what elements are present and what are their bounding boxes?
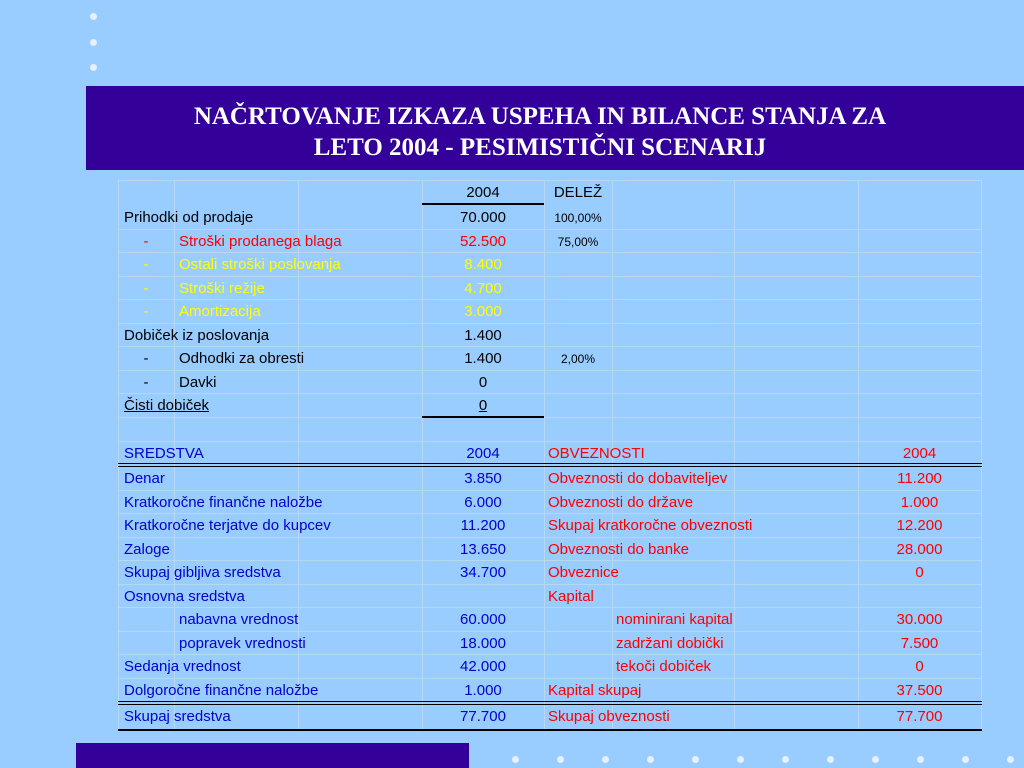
decor-dot: [512, 756, 519, 763]
income-row-dash: -: [143, 280, 149, 297]
decor-dot: [647, 756, 654, 763]
income-row-share: 75,00%: [557, 235, 599, 249]
income-row-dash: -: [143, 256, 149, 273]
total-assets-value: 77.700: [460, 708, 506, 725]
asset-label: popravek vrednosti: [179, 635, 306, 652]
liability-value: 7.500: [900, 635, 939, 652]
decor-dot: [90, 13, 97, 20]
income-row-label: Dobiček iz poslovanja: [124, 327, 270, 344]
decor-dot: [827, 756, 834, 763]
total-liabilities-label: Skupaj obveznosti: [548, 708, 670, 725]
net-profit-label: Čisti dobiček: [124, 397, 210, 414]
income-row-label: Prihodki od prodaje: [124, 209, 254, 226]
total-assets-label: Skupaj sredstva: [124, 708, 231, 725]
liability-label: Kapital skupaj: [548, 682, 642, 699]
liability-label: Obveznosti do banke: [548, 541, 689, 558]
income-header-year: 2004: [466, 184, 500, 201]
decor-dot: [557, 756, 564, 763]
asset-label: Dolgoročne finančne naložbe: [124, 682, 319, 699]
income-row-value: 52.500: [460, 233, 506, 250]
liability-value: 12.200: [896, 517, 943, 534]
decor-dot: [737, 756, 744, 763]
slide-title-line2: LETO 2004 - PESIMISTIČNI SCENARIJ: [313, 134, 767, 161]
income-row-label: Ostali stroški poslovanja: [179, 256, 341, 273]
total-liabilities-value: 77.700: [896, 708, 943, 725]
income-row-value: 1.400: [464, 350, 502, 367]
title-banner: [86, 86, 1024, 170]
liability-value: 1.000: [900, 494, 939, 511]
assets-header-year: 2004: [466, 445, 500, 462]
decor-dot: [90, 64, 97, 71]
footer-bar: [76, 743, 469, 768]
income-header-share: DELEŽ: [553, 184, 603, 201]
income-row-value: 1.400: [464, 327, 502, 344]
income-row-label: Stroški režije: [179, 280, 265, 297]
asset-label: Denar: [124, 470, 165, 487]
liability-label: tekoči dobiček: [616, 658, 712, 675]
income-row-value: 4.700: [464, 280, 502, 297]
liability-value: 28.000: [896, 541, 943, 558]
liability-label: zadržani dobički: [616, 635, 724, 652]
liability-value: 37.500: [896, 682, 943, 699]
income-row-dash: -: [143, 350, 149, 367]
liability-label: Kapital: [548, 588, 594, 605]
asset-label: Skupaj gibljiva sredstva: [124, 564, 281, 581]
decor-dot: [692, 756, 699, 763]
decor-dot: [1007, 756, 1014, 763]
income-row-label: Stroški prodanega blaga: [179, 233, 342, 250]
decor-dot: [90, 39, 97, 46]
asset-value: 13.650: [460, 541, 506, 558]
income-row-label: Odhodki za obresti: [179, 350, 305, 367]
slide-title-line1: NAČRTOVANJE IZKAZA USPEHA IN BILANCE STANJA ZA: [193, 103, 887, 130]
income-row-label: Davki: [179, 374, 217, 391]
asset-value: 6.000: [464, 494, 502, 511]
income-row-label: Amortizacija: [179, 303, 261, 320]
liability-label: Obveznosti do dobaviteljev: [548, 470, 728, 487]
liability-label: Obveznosti do države: [548, 494, 694, 511]
net-profit-value: 0: [478, 397, 488, 414]
liability-value: 0: [915, 658, 924, 675]
liability-label: Skupaj kratkoročne obveznosti: [548, 517, 753, 534]
decor-dot: [872, 756, 879, 763]
asset-value: 18.000: [460, 635, 506, 652]
liabilities-header-year: 2004: [902, 445, 937, 462]
decor-dot: [602, 756, 609, 763]
asset-label: nabavna vrednost: [179, 611, 299, 628]
asset-value: 60.000: [460, 611, 506, 628]
liability-label: nominirani kapital: [616, 611, 733, 628]
asset-label: Kratkoročne terjatve do kupcev: [124, 517, 331, 534]
income-row-value: 3.000: [464, 303, 502, 320]
decor-dot: [782, 756, 789, 763]
liabilities-header: OBVEZNOSTI: [548, 445, 645, 462]
spreadsheet: [118, 180, 982, 731]
assets-header: SREDSTVA: [124, 445, 204, 462]
decor-dot: [917, 756, 924, 763]
liability-label: Obveznice: [548, 564, 619, 581]
income-row-value: 8.400: [464, 256, 502, 273]
income-row-value: 0: [478, 374, 488, 391]
asset-label: Kratkoročne finančne naložbe: [124, 494, 323, 511]
liability-value: 11.200: [897, 470, 942, 487]
asset-label: Sedanja vrednost: [124, 658, 241, 675]
income-row-share: 2,00%: [560, 352, 596, 366]
asset-value: 11.200: [460, 517, 506, 534]
income-row-dash: -: [143, 233, 149, 250]
decor-dot: [962, 756, 969, 763]
income-row-dash: -: [143, 374, 149, 391]
income-row-dash: -: [143, 303, 149, 320]
asset-label: Zaloge: [124, 541, 170, 558]
liability-value: 0: [915, 564, 924, 581]
income-row-value: 70.000: [460, 209, 506, 226]
income-row-share: 100,00%: [554, 211, 602, 225]
asset-value: 3.850: [464, 470, 502, 487]
liability-value: 30.000: [896, 611, 943, 628]
asset-value: 1.000: [464, 682, 502, 699]
asset-value: 42.000: [460, 658, 506, 675]
asset-value: 34.700: [460, 564, 506, 581]
asset-label: Osnovna sredstva: [124, 588, 245, 605]
